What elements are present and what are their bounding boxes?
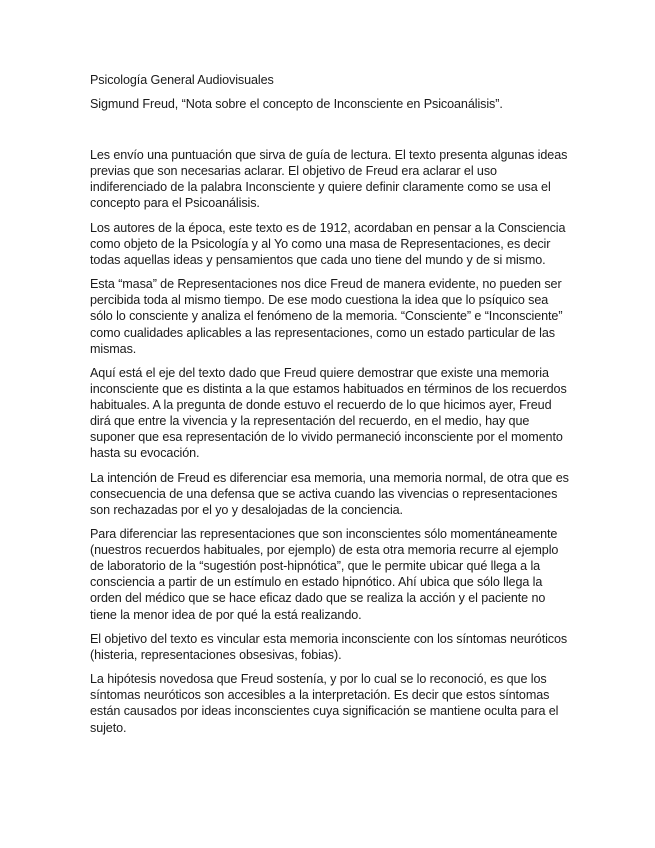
paragraph-4: Aquí está el eje del texto dado que Freud quiere demostrar que existe una memoria inconsciente que es distinta a la que estamos habituados en términos de los recuerdos habituales. A la pregunta de donde estuvo el recuerdo de lo que hicimos ayer, Freud dirá que entre la vivencia y la representación del recuerdo, en el medio, hay que suponer que esa representación de lo vivido permaneció inconsciente por el momento hasta su evocación.	[90, 365, 567, 461]
document-page	[90, 72, 570, 744]
paragraph-5: La intención de Freud es diferenciar esa memoria, una memoria normal, de otra que es consecuencia de una defensa que se activa cuando las vivencias o representaciones son rechazadas por el yo y desalojadas de la conciencia.	[90, 470, 569, 517]
course-title: Psicología General Audiovisuales	[90, 73, 274, 87]
paragraph-2: Los autores de la época, este texto es de 1912, acordaban en pensar a la Consciencia como objeto de la Psicología y al Yo como una masa de Representaciones, es decir todas aquellas ideas y pensamientos que cada uno tiene del mundo y de si mismo.	[90, 220, 566, 267]
paragraph-7: El objetivo del texto es vincular esta memoria inconsciente con los síntomas neuróticos (histeria, representaciones obsesivas, fobias).	[90, 631, 568, 662]
paragraph-6: Para diferenciar las representaciones que son inconscientes sólo momentáneamente (nuestros recuerdos habituales, por ejemplo) de esta otra memoria recurre al ejemplo de laboratorio de la “sugestión post-hipnótica”, que le permite ubicar qué llega a la consciencia a partir de un estímulo en estado hipnótico. Ahí ubica que sólo llega la orden del médico que se hace eficaz dado que se realiza la acción y el paciente no tiene la menor idea de por qué la está realizando.	[90, 527, 559, 622]
paragraph-8: La hipótesis novedosa que Freud sostenía, y por lo cual se lo reconoció, es que los síntomas neuróticos son accesibles a la interpretación. Es decir que estos síntomas están causados por ideas inconscientes cuya significación se mantiene oculta para el sujeto.	[90, 672, 559, 735]
paragraph-1: Les envío una puntuación que sirva de guía de lectura. El texto presenta algunas ideas previas que son necesarias aclarar. El objetivo de Freud era aclarar el uso indiferenciado de la palabra Inconsciente y quiere definir claramente como se usa el concepto para el Psicoanálisis.	[90, 148, 568, 211]
reading-title: Sigmund Freud, “Nota sobre el concepto de Inconsciente en Psicoanálisis”.	[90, 97, 503, 112]
paragraph-3: Esta “masa” de Representaciones nos dice Freud de manera evidente, no pueden ser percibida toda al mismo tiempo. De ese modo cuestiona la idea que lo psíquico sea sólo lo consciente y analiza el fenómeno de la memoria. “Consciente” e “Inconsciente” como cualidades aplicables a las representaciones, como un estado particular de las mismas.	[90, 277, 563, 356]
